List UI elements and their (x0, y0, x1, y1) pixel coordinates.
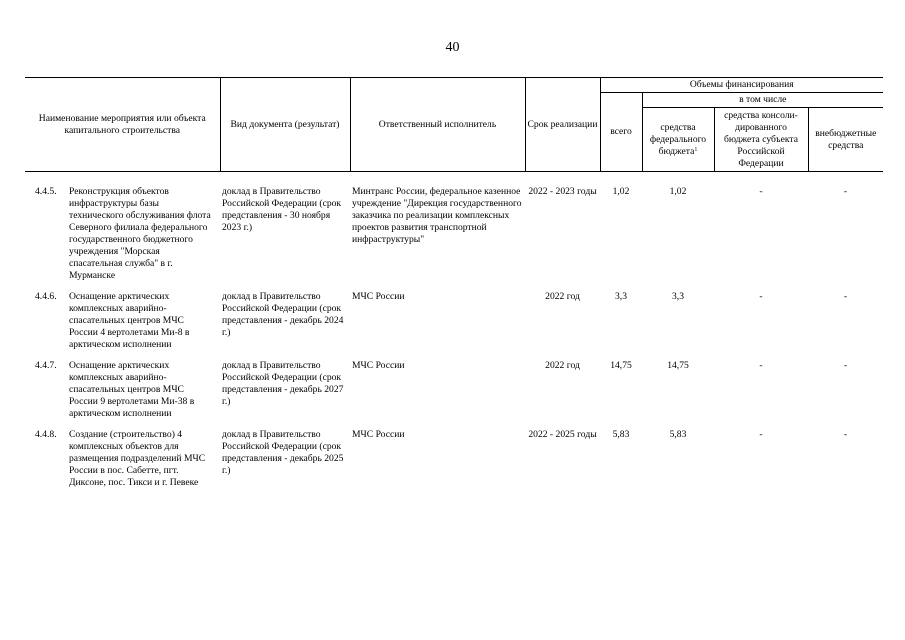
header-funding: Объемы финансирования (600, 78, 883, 93)
header-doc-type: Вид документа (результат) (220, 78, 350, 172)
row-name: Оснащение арктических комплексных аварийно-спасательных центров МЧС России 9 вертолетами Ми-38 в арктическом исполнении (69, 360, 195, 419)
row-federal: 5,83 (669, 429, 687, 440)
footnote-marker: 1 (694, 146, 698, 153)
row-federal: 3,3 (672, 291, 684, 302)
table-row (25, 360, 883, 429)
row-name: Оснащение арктических комплексных аварийно-спасательных центров МЧС России 4 вертолетами Ми-8 в арктическом исполнении (69, 291, 190, 350)
row-term: 2022 - 2025 годы (528, 429, 597, 440)
row-federal: 14,75 (667, 360, 689, 371)
row-doc: доклад в Правительство Российской Федерации (срок представления - декабрь 2027 г.) (222, 360, 344, 407)
header-consolidated: средства консоли-дированного бюджета субъекта Российской Федерации (714, 108, 808, 172)
row-term: 2022 год (545, 291, 580, 302)
header-term: Срок реализации (525, 78, 600, 172)
row-name: Создание (строительство) 4 комплексных объектов для размещения подразделений МЧС России в пос. Сабетте, пгт. Диксоне, пос. Тикси и г. Певеке (69, 429, 206, 488)
row-executor: МЧС России (352, 291, 405, 302)
row-total: 1,02 (612, 186, 630, 197)
header-federal: средства федерального бюджета$^1$ (642, 108, 714, 172)
row-cell-name (25, 291, 220, 360)
row-extrabudget: - (843, 186, 848, 197)
table-row (25, 186, 883, 291)
row-number: 4.4.5. (35, 186, 57, 197)
row-doc: доклад в Правительство Российской Федерации (срок представления - 30 ноября 2023 г.) (222, 186, 342, 233)
row-total: 5,83 (612, 429, 630, 440)
row-total: 3,3 (615, 291, 627, 302)
row-cell-name (25, 360, 220, 429)
row-total: 14,75 (610, 360, 632, 371)
row-extrabudget: - (843, 291, 848, 302)
header-including: в том числе (642, 93, 883, 108)
funding-table (25, 77, 883, 498)
header-name: Наименование мероприятия или объекта капитального строительства (25, 78, 220, 172)
table-row (25, 429, 883, 498)
row-number: 4.4.8. (35, 429, 57, 440)
row-extrabudget: - (843, 429, 848, 440)
page-number: 40 (445, 40, 460, 55)
row-name: Реконструкция объектов инфраструктуры базы технического обслуживания флота Северного филиала федерального государственного бюджетного учреждения "Морская спасательная служба" в г. Мурманске (69, 186, 211, 281)
row-number: 4.4.7. (35, 360, 57, 371)
row-doc: доклад в Правительство Российской Федерации (срок представления - декабрь 2024 г.) (222, 291, 344, 338)
row-executor: МЧС России (352, 429, 405, 440)
row-extrabudget: - (843, 360, 848, 371)
row-term: 2022 год (545, 360, 580, 371)
row-number: 4.4.6. (35, 291, 57, 302)
row-executor: Минтранс России, федеральное казенное учреждение "Дирекция государственного заказчика по реализации комплексных проектов развития транспортной инфраструктуры" (352, 186, 522, 245)
row-federal: 1,02 (669, 186, 687, 197)
row-term: 2022 - 2023 годы (528, 186, 597, 197)
row-cell-name (25, 186, 220, 291)
row-executor: МЧС России (352, 360, 405, 371)
row-consolidated: - (759, 360, 763, 371)
row-consolidated: - (759, 429, 763, 440)
header-total: всего (600, 93, 642, 172)
table-row (25, 291, 883, 360)
header-executor: Ответственный исполнитель (350, 78, 525, 172)
row-consolidated: - (759, 291, 763, 302)
header-extrabudget: внебюджетные средства (808, 108, 883, 172)
row-doc: доклад в Правительство Российской Федерации (срок представления - декабрь 2025 г.) (222, 429, 344, 476)
row-consolidated: - (759, 186, 763, 197)
row-cell-name (25, 429, 220, 498)
